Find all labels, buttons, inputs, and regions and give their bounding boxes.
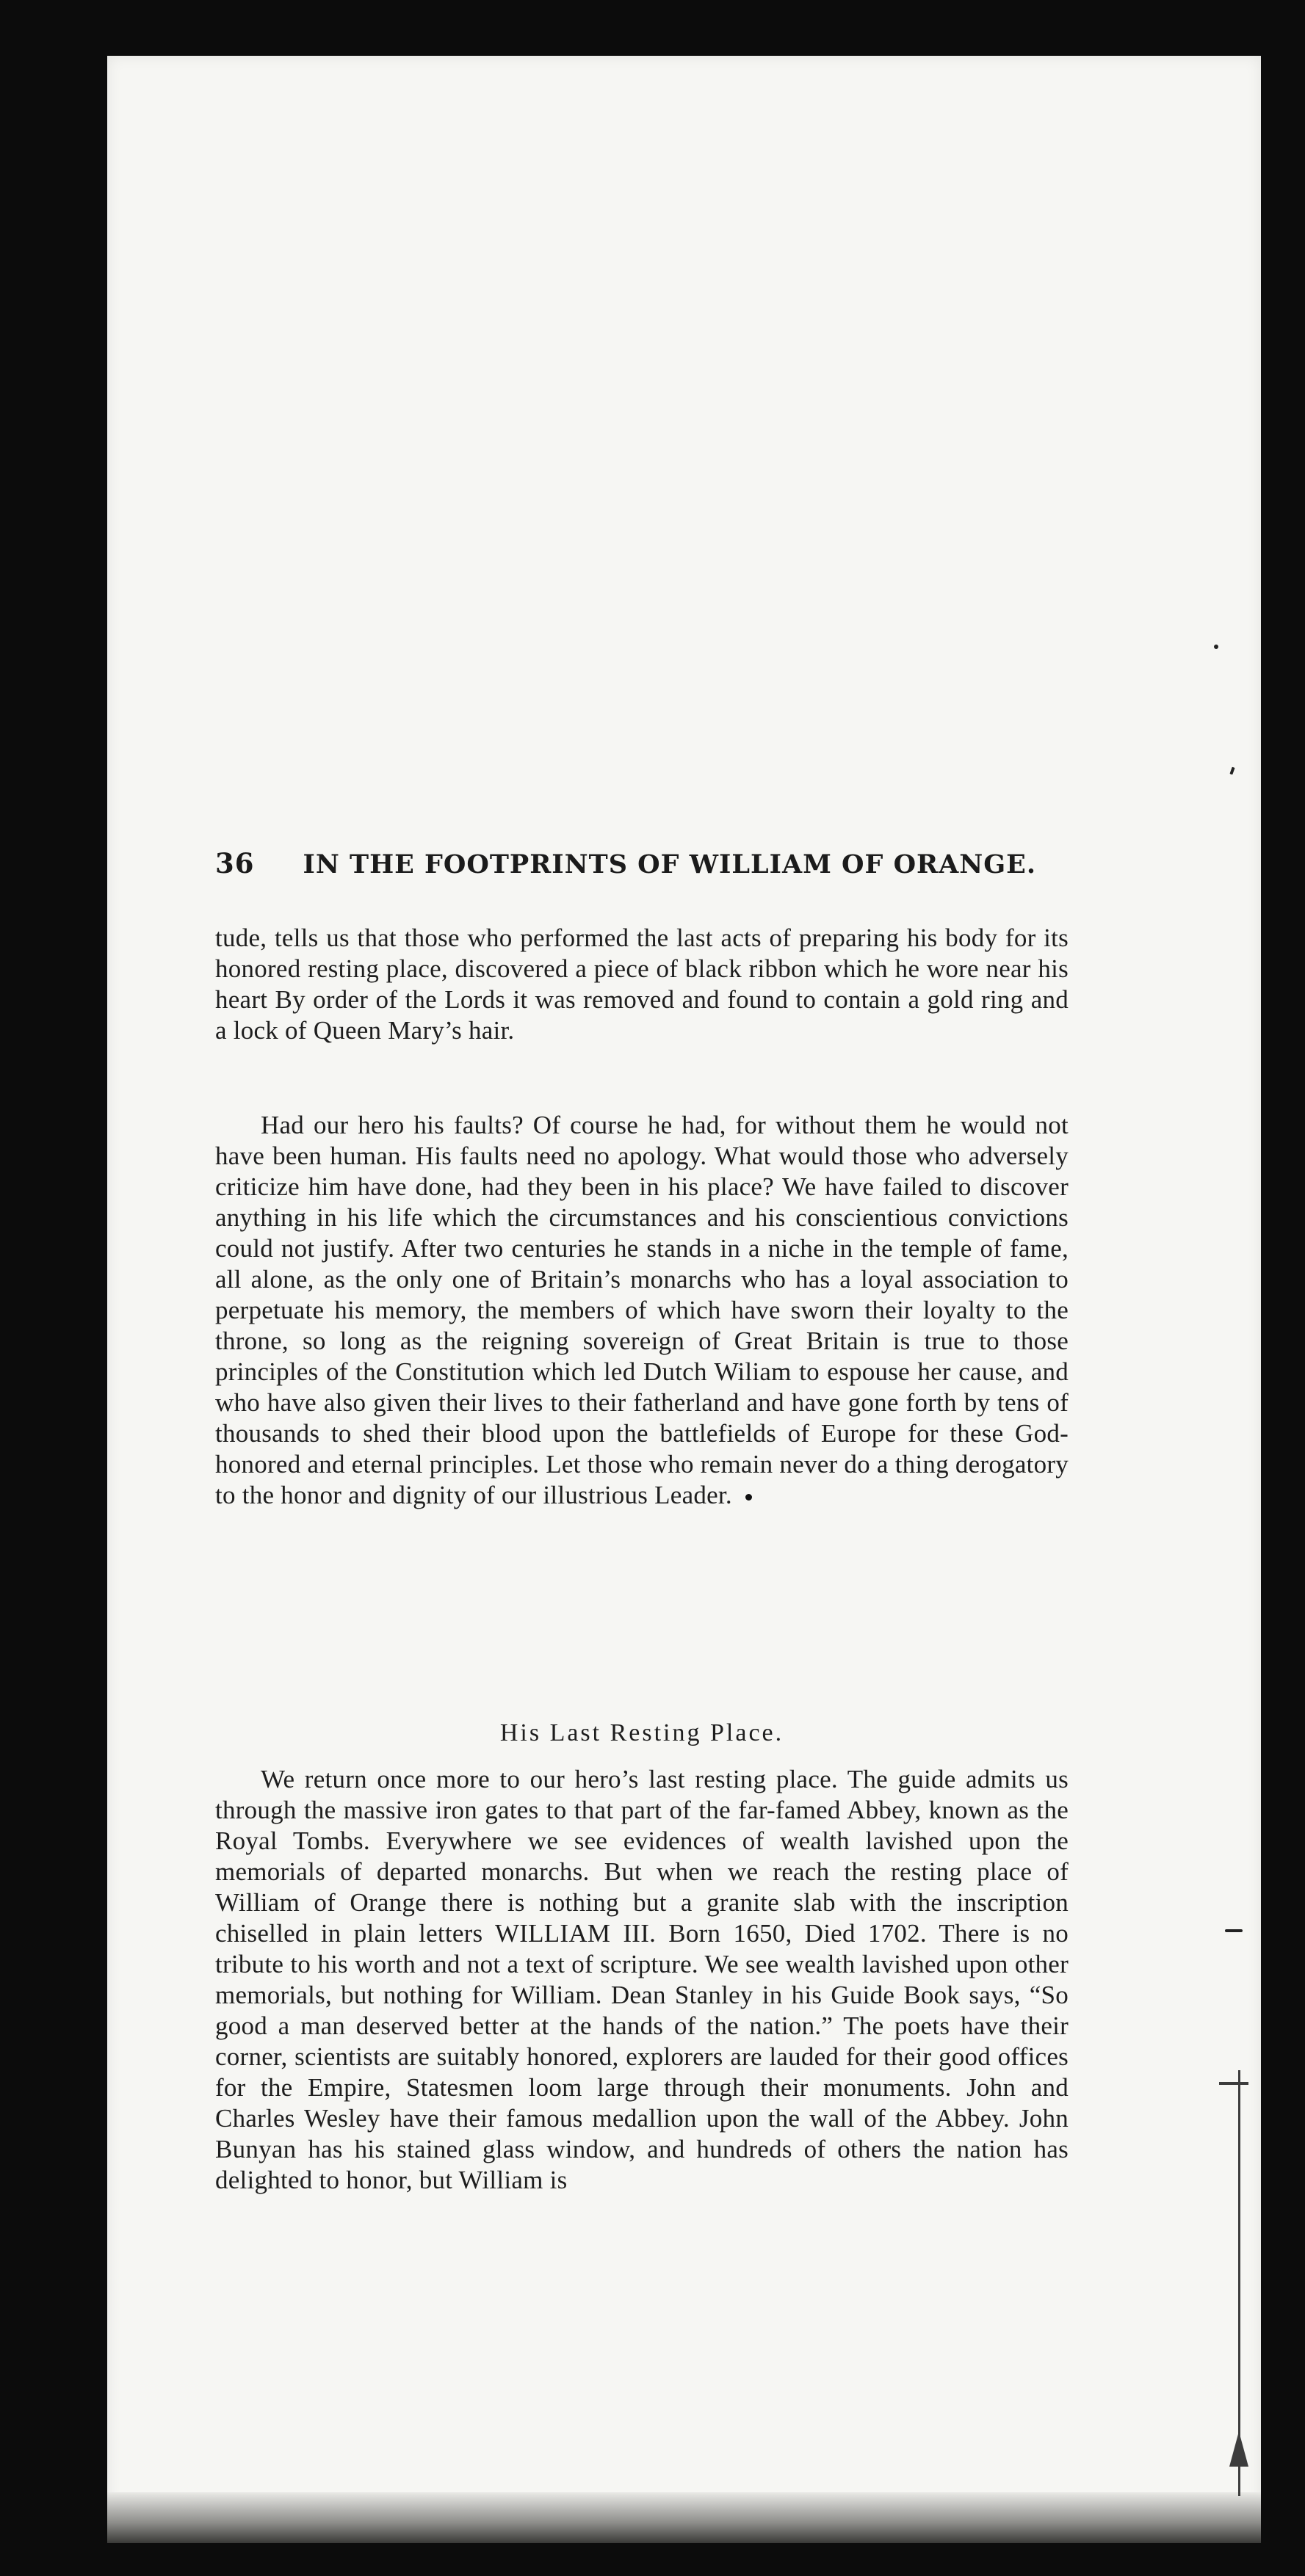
page-bottom-edge <box>107 2492 1261 2543</box>
body-text-middle <box>215 1110 1069 1511</box>
body-text-top <box>215 923 1069 1046</box>
margin-mark <box>1219 2082 1248 2085</box>
specks <box>1225 1929 1243 1932</box>
specks <box>1214 645 1218 649</box>
margin-rule <box>1238 2070 1240 2496</box>
bullet-mark <box>745 1494 752 1501</box>
paragraph-resting-place: We return once more to our hero’s last resting place. The guide admits us through the massive iron gates to that part of the far-famed Abbey, known as the Royal Tombs. Everywhere we see evidences of wealth lavished upon the memorials of departed monarchs. But when we reach the resting place of William of Orange there is nothing but a granite slab with the inscription chiselled in plain letters WILLIAM III. Born 1650, Died 1702. There is no tribute to his worth and not a text of scripture. We see wealth lavished upon other memorials, but nothing for William. Dean Stanley in his Guide Book says, “So good a man deserved better at the hands of the nation.” The poets have their corner, scientists are suitably honored, explorers are lauded for their good offices for the Empire, Statesmen loom large through their monuments. John and Charles Wesley have their famous medallion upon the wall of the Abbey. John Bunyan has his stained glass window, and hundreds of others the nation has delighted to honor, but William is <box>215 1765 1069 2194</box>
page-number: 36 <box>215 847 255 879</box>
page-header <box>215 847 1067 879</box>
section-heading: His Last Resting Place. <box>499 1719 784 1746</box>
paragraph-continued: tude, tells us that those who performed the last acts of preparing his body for its honored resting place, discovered a piece of black ribbon which he wore near his heart By order of the Lords it was removed and found to contain a gold ring and a lock of Queen Mary’s hair. <box>215 924 1069 1045</box>
paragraph-faults: Had our hero his faults? Of course he had, for without them he would not have been human. His faults need no apology. What would those who adversely criticize him have done, had they been in his place? We have failed to discover anything in his life which the circumstances and his conscientious convictions could not justify. After two centuries he stands in a niche in the temple of fame, all alone, as the only one of Britain’s monarchs who has a loyal association to perpetuate his memory, the members of which have sworn their loyalty to the throne, so long as the reigning sovereign of Great Britain is true to those principles of the Constitution which led Dutch Wiliam to espouse her cause, and who have also given their lives to their fatherland and have gone forth by tens of thousands to shed their blood upon the battlefields of Europe for these God-honored and eternal principles. Let those who remain never do a thing derogatory to the honor and dignity of our illustrious Leader. <box>215 1111 1069 1509</box>
running-head: IN THE FOOTPRINTS OF WILLIAM OF ORANGE. <box>303 849 1037 879</box>
body-text-bottom <box>215 1764 1069 2196</box>
